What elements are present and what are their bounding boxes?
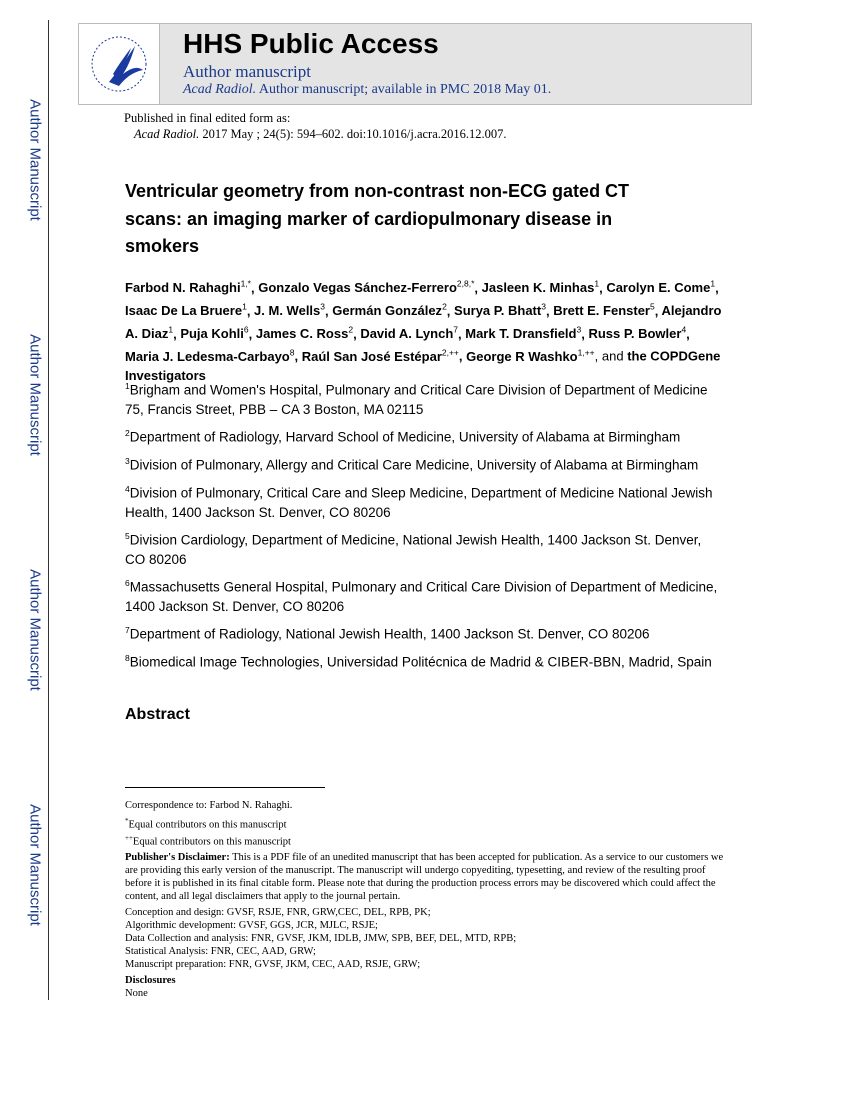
authors-and: , and <box>594 348 628 364</box>
author-list: Farbod N. Rahaghi$^{1,*}$, Gonzalo Vegas Sánchez-Ferrero$^{2,8,*}$, Jasleen K. Minhas$^1$, Carolyn E. Come$^1$, Isaac De La Bruere$^1$, J. M. Wells$^3$, Germán González$^2$, Surya P. Bhatt$^3$, Brett E. Fenster$^5$, Alejandro A. Diaz$^1$, Puja Kohli$^6$, James C. Ross$^2$, David A. Lynch$^7$, Mark T. Dransfield$^3$, Russ P. Bowler$^4$, Maria J. Ledesma-Carbayo$^8$, Raúl San José Estépar$^{2,++}$, George R Washko$^{1,++}$, and the COPDGene Investigators <box>125 279 722 384</box>
affiliation-text: Division of Pulmonary, Critical Care and Sleep Medicine, Department of Medicine National Jewish Health, 1400 Jackson St. Denver, CO 80206 <box>125 485 713 520</box>
author <box>125 303 247 318</box>
author-affiliation-mark: 1 <box>242 301 247 312</box>
affiliation-number: 5 <box>125 531 130 541</box>
affiliation <box>125 377 723 420</box>
affiliation-text: Division of Pulmonary, Allergy and Critical Care Medicine, University of Alabama at Birmingham <box>129 457 699 473</box>
author-affiliation-mark: 4 <box>681 324 687 335</box>
author <box>482 280 599 295</box>
header-citation <box>183 82 551 98</box>
footnote-text: Equal contributors on this manuscript <box>128 819 287 831</box>
contribution-line: Algorithmic development: GVSF, GGS, JCR, MJLC, RSJE; <box>125 920 378 931</box>
affiliation <box>125 424 723 447</box>
disclaimer-text: This is a PDF file of an unedited manuscript that has been accepted for publication. As a service to our customers we are providing this early version of the manuscript. The manuscript will undergo copyediting, typesetting, and review of the resulting proof before it is published in its final citable form. Please note that during the production process errors may be discovered which could affect the content, and all legal disclaimers that apply to the journal pertain. <box>125 852 724 902</box>
author-affiliation-mark: 8 <box>289 347 295 358</box>
author-affiliation-mark: 3 <box>320 301 326 312</box>
author-name: Isaac De La Bruere <box>125 303 243 319</box>
published-journal: Acad Radiol. <box>134 127 200 141</box>
affiliation-text: Department of Radiology, National Jewish Health, 1400 Jackson St. Denver, CO 80206 <box>129 626 650 642</box>
equal-contrib-2 <box>125 832 725 849</box>
affiliation-text: Biomedical Image Technologies, Universidad Politécnica de Madrid & CIBER-BBN, Madrid, Spain <box>129 654 712 670</box>
affiliation-text: Brigham and Women's Hospital, Pulmonary and Critical Care Division of Department of Medicine 75, Francis Street, PBB – CA 3 Boston, MA 02115 <box>125 382 708 417</box>
author-name: Raúl San José Estépar <box>301 348 442 364</box>
author-affiliation-mark: 7 <box>453 324 458 335</box>
author <box>302 349 459 364</box>
header-subtitle: Author manuscript <box>183 62 311 81</box>
published-label: Published in final edited form as: <box>124 111 291 125</box>
affiliation <box>125 574 723 617</box>
author <box>258 280 474 295</box>
author-group: the COPDGene Investigators <box>125 348 721 384</box>
affiliation-number: 4 <box>125 484 130 494</box>
side-label-text: Author Manuscript <box>26 804 44 926</box>
disclosures-text: None <box>125 988 148 999</box>
side-label-text: Author Manuscript <box>26 334 44 456</box>
affiliation-text: Department of Radiology, Harvard School of Medicine, University of Alabama at Birmingham <box>129 429 681 445</box>
contribution-line: Data Collection and analysis: FNR, GVSF, JKM, IDLB, JMW, SPB, BEF, DEL, MTD, RPB; <box>125 933 517 944</box>
affiliation <box>125 452 723 475</box>
affiliation <box>125 621 723 644</box>
author-name: David A. Lynch <box>360 325 454 341</box>
affiliation-text: Massachusetts General Hospital, Pulmonary and Critical Care Division of Department of Medicine, 1400 Jackson St. Denver, CO 80206 <box>125 579 718 614</box>
header-title: HHS Public Access <box>183 28 439 59</box>
footnote-rule <box>125 787 325 788</box>
side-label-text: Author Manuscript <box>26 99 44 221</box>
publisher-disclaimer <box>125 851 725 903</box>
affiliation-number: 2 <box>125 428 130 438</box>
contribution-line: Conception and design: GVSF, RSJE, FNR, GRW,CEC, DEL, RPB, PK; <box>125 907 431 918</box>
footnote-mark: ++ <box>125 833 133 842</box>
affiliation <box>125 527 723 570</box>
affiliation-number: 1 <box>125 381 130 391</box>
author-name: Russ P. Bowler <box>588 325 682 341</box>
disclosures-heading-text: Disclosures <box>125 975 176 986</box>
published-citation <box>134 127 507 142</box>
footnote-mark: * <box>125 817 129 825</box>
affiliation <box>125 480 723 523</box>
margin-divider <box>48 20 49 1000</box>
author-name: Surya P. Bhatt <box>454 303 542 319</box>
author-affiliation-mark: 1 <box>168 324 174 335</box>
published-doi[interactable]: 2017 May ; 24(5): 594–602. doi:10.1016/j.acra.2016.12.007. <box>199 127 507 141</box>
author-name: Carolyn E. Come <box>606 280 711 296</box>
disclosures-heading <box>125 974 725 987</box>
article-title: Ventricular geometry from non-contrast non-ECG gated CT scans: an imaging marker of cardiopulmonary disease in smokers <box>125 181 630 256</box>
author-affiliation-mark: 2,++ <box>441 347 459 358</box>
author-name: Alejandro A. Diaz <box>125 303 722 341</box>
affiliation-number: 6 <box>125 578 130 588</box>
author-affiliation-mark: 3 <box>541 301 546 312</box>
author-name: George R Washko <box>466 348 578 364</box>
affiliation-number: 3 <box>125 456 130 466</box>
footnote-text: Equal contributors on this manuscript <box>132 836 291 847</box>
author <box>256 326 353 341</box>
author-name: J. M. Wells <box>254 303 321 319</box>
author <box>465 326 581 341</box>
header-availability: Author manuscript; available in PMC 2018 May 01. <box>256 82 552 97</box>
affiliation-number: 8 <box>125 653 130 663</box>
author-name: Jasleen K. Minhas <box>481 280 595 296</box>
contribution-line: Statistical Analysis: FNR, CEC, AAD, GRW; <box>125 946 316 957</box>
author-affiliation-mark: 2 <box>442 301 447 312</box>
author <box>254 303 325 318</box>
hhs-logo-icon <box>79 24 160 104</box>
author <box>332 303 447 318</box>
author-affiliation-mark: 2 <box>348 324 354 335</box>
abstract-heading: Abstract <box>125 706 190 723</box>
author-name: Mark T. Dransfield <box>465 325 577 341</box>
side-label-text: Author Manuscript <box>26 569 44 691</box>
author-name: James C. Ross <box>255 325 349 341</box>
author-name: Puja Kohli <box>180 325 244 341</box>
contributions <box>125 906 725 971</box>
author <box>553 303 655 318</box>
author <box>606 280 715 295</box>
header-journal: Acad Radiol. <box>183 82 257 97</box>
contribution-line: Manuscript preparation: FNR, GVSF, JKM, CEC, AAD, RSJE, GRW; <box>125 959 421 970</box>
author-name: Gonzalo Vegas Sánchez-Ferrero <box>258 280 457 296</box>
footnotes <box>125 799 725 1000</box>
author-affiliation-mark: 1,* <box>240 279 251 289</box>
author-affiliation-mark: 5 <box>650 301 655 312</box>
author-affiliation-mark: 3 <box>576 324 582 335</box>
author <box>180 326 248 341</box>
author-name: Maria J. Ledesma-Carbayo <box>125 348 290 364</box>
author-name: Brett E. Fenster <box>553 303 650 319</box>
correspondence: Correspondence to: Farbod N. Rahaghi. <box>125 800 293 811</box>
disclaimer-label: Publisher's Disclaimer: <box>125 852 230 863</box>
author <box>466 349 595 364</box>
hhs-header <box>78 23 752 105</box>
author <box>360 326 458 341</box>
author-affiliation-mark: 1 <box>594 279 600 289</box>
author <box>588 326 686 341</box>
author <box>125 349 294 364</box>
author <box>125 280 251 295</box>
affiliation-number: 7 <box>125 625 130 635</box>
author <box>454 303 546 318</box>
author-name: Germán González <box>332 303 443 319</box>
equal-contrib-1 <box>125 815 725 832</box>
author-affiliation-mark: 6 <box>243 324 249 335</box>
affiliation-text: Division Cardiology, Department of Medicine, National Jewish Health, 1400 Jackson St. Denver, CO 80206 <box>125 532 702 567</box>
author-affiliation-mark: 2,8,* <box>456 279 475 289</box>
affiliation <box>125 649 723 672</box>
author-affiliation-mark: 1 <box>710 279 716 289</box>
author-name: Farbod N. Rahaghi <box>125 280 241 296</box>
author-affiliation-mark: 1,++ <box>577 347 595 358</box>
